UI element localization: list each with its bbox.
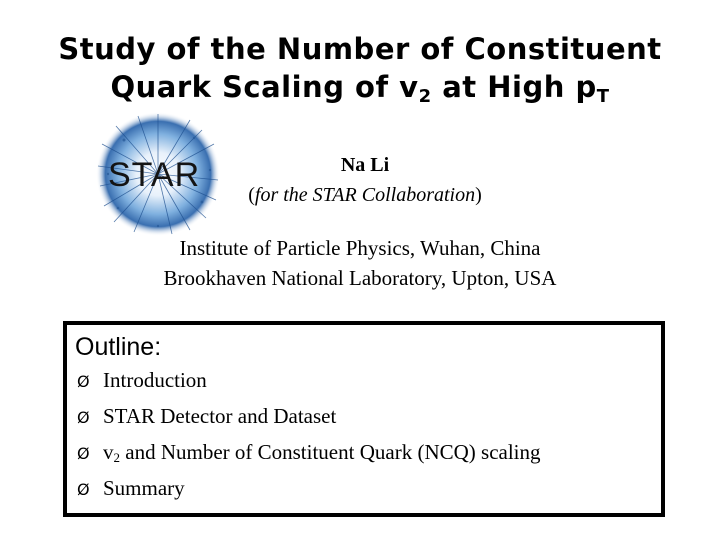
affiliation-1: Institute of Particle Physics, Wuhan, China — [179, 236, 541, 260]
outline-item-summary — [77, 473, 541, 509]
paren-close: ) — [475, 184, 482, 206]
title-subscript-2: 2 — [418, 86, 432, 107]
arrow-bullet-icon: Ø — [77, 372, 90, 391]
outline-item-text-post: and Number of Constituent Quark (NCQ) scaling — [120, 440, 541, 464]
title-line-2 — [0, 68, 720, 106]
arrow-bullet-icon: Ø — [77, 408, 90, 427]
title-line-1: Study of the Number of Constituent — [58, 32, 662, 66]
title-line-2-text: Quark Scaling of v — [110, 70, 419, 104]
author-block — [220, 150, 510, 210]
arrow-bullet-icon: Ø — [77, 480, 90, 499]
outline-item-text: STAR Detector and Dataset — [103, 404, 337, 428]
collaboration-line — [220, 180, 510, 210]
slide-title — [0, 30, 720, 106]
outline-item-introduction — [77, 365, 541, 401]
arrow-bullet-icon: Ø — [77, 444, 90, 463]
paren-open: ( — [248, 184, 255, 206]
outline-box — [63, 321, 665, 517]
outline-heading: Outline: — [75, 333, 162, 361]
outline-item-subscript: 2 — [113, 450, 120, 465]
affiliations — [0, 233, 720, 293]
outline-item-ncq-scaling — [77, 437, 541, 473]
outline-list — [77, 365, 541, 509]
collaboration-name: for the STAR Collaboration — [254, 184, 476, 206]
title-subscript-t: T — [596, 86, 610, 107]
affiliation-2: Brookhaven National Laboratory, Upton, USA — [163, 266, 557, 290]
star-logo-text: STAR — [108, 156, 201, 194]
outline-item-text: Introduction — [103, 368, 207, 392]
outline-item-text: Summary — [103, 476, 185, 500]
outline-item-detector — [77, 401, 541, 437]
title-line-2-mid: at High p — [431, 70, 597, 104]
author-name: Na Li — [340, 154, 390, 176]
outline-item-text-pre: v — [103, 440, 114, 464]
